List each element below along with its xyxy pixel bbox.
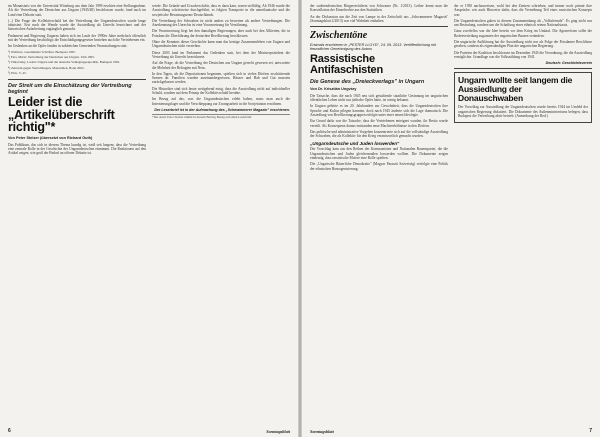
left-column-2 (152, 4, 290, 437)
article-subhead: „Ungarndeutsche und Juden loswerden" (310, 141, 400, 147)
footnote: ⁵) Ebd., S. 45. (8, 71, 27, 76)
article-paragraph: Die Parteien der Koalition beschlossen im Dezember 1945 die Verordnung, die die Aussiedlung ermöglichte. Grundlage war die Volkszählung von 1941. (454, 50, 592, 59)
article-headline: Leider ist die „Artikelüberschrift richtig"* (8, 95, 115, 135)
article-paragraph: Ein Grund dafür war die Tatsache, dass die Vertriebenen enteignet wurden, ihr Besitz wurde verteilt. Als Konsequenz daraus entstanden neue Machtverhältnisse in den Dörfern. (310, 119, 448, 128)
article-paragraph: der sudetendeutschen Bürgerrechtlerin von Schwaner (Nr. 1/2013). Leiber kennt man die Konstellation der Einzelrechte aus den Statistiken. (310, 4, 448, 13)
article-paragraph: Das Publikum, das sich in diesem Thema kundig ist, weiß seit langem, dass die Vertreibung eine zentrale Rolle in der Geschichte der Ungarndeutschen einnimmt. Die Reaktionen auf den Artikel zeigen, wie groß der Bedarf an offener Debatte ist. (8, 142, 146, 156)
article-paragraph: Das politische und administrative Vorgehen konzentrierte sich auf die vollständige Aussiedlung der Schwaben, die als Kollektiv für den Krieg verantwortlich gemacht wurden. (310, 129, 448, 139)
article-paragraph: An der Diskussion um die Zeit von Lampe in der Zeitschrift aus „Schwammerer Magazin" (Sonntagsblatt 2/2013) war viel Wahrheit enthalten. (310, 14, 448, 23)
article-paragraph: Ohne die Kenntnis dieser Geschichte kann man das heutige Zusammenleben von Ungarn und Ungarndeutschen nicht verstehen. (152, 40, 290, 49)
right-column-1 (310, 4, 448, 437)
article-signoff: Der Leserbrief ist in der Aufmachung des „Schwammerer Magazin" erschienen. (154, 107, 290, 112)
publication-logo: Sonntagsblatt (310, 429, 334, 434)
article-paragraph: (...) Die Frage der Kollektivschuld bei der Vertreibung der Ungarndeutschen wurde lange tabuisiert. Erst nach der Wende wurde die Aussiedlung als Unrecht bezeichnet und der historischen Aufarbeitung zugänglich gemacht. (8, 18, 146, 32)
article-subline: Die Genese des „Dreieckverlags" in Ungarn (310, 78, 425, 85)
article-paragraph: Ganz zweifellos war die Idee bereits vor dem Krieg im Umlauf. Die Agrarreform sollte die Bodenverteilung zugunsten der ungarischen Bauern verändern. (454, 29, 592, 38)
article-paragraph: Der Vorschlag kam aus den Reihen der Kommunisten und Nationalen Bauernpartei, die die Ungarndeutschen und Juden gleichermaßen loswerden wollten. Die Dokumente zeigen eindeutig, dass rassistische Motive eine Rolle spielten. (310, 147, 448, 161)
article-paragraph: Auf die Frage, ob die Vertreibung der Deutschen aus Ungarn gerecht gewesen sei, antwortete die Mehrheit der Befragten mit Nein. (152, 61, 290, 70)
footnote: ⁴) Zentrum gegen Vertreibungen, Materialien, Bonn 2002. (8, 65, 85, 70)
article-paragraph: Die Tatsache, dass die nach 1945 neu sich gestaltende staatliche Gesinnung im ungarischen öffentlichen Leben nicht nur jüdische Opfer hatte, ist wenig bekannt. (310, 93, 448, 103)
footnote: ²) Fata, Márta: Vertreibung der Deutschen aus Ungarn. Ulm 1995. (8, 55, 95, 60)
divider (310, 26, 448, 27)
right-page (302, 0, 600, 437)
article-paragraph: Die „Ungarische Bäuerliche Demokratie" (Magyar Paraszti Szövetség) verfolgte eine Politik der ethnischen Homogenisierung. (310, 162, 448, 171)
article-signoff: Deutsch: Geschichtsverein (545, 61, 592, 66)
section-kicker: Der Streit um die Einschätzung der Vertreibung beginnt (8, 83, 132, 96)
article-paragraph: Die Historiker sind sich heute weitgehend einig, dass die Aussiedlung nicht auf individueller Schuld, sondern auf dem Prinzip der Kollektivschuld beruhte. (152, 86, 290, 96)
footnote: *Der Autor Peter Stelzer nimmt in diesem Beitrag Bezug auf einen Leserbrief. (152, 114, 290, 120)
article-paragraph: Im Gedenken an die Opfer fanden in zahlreichen Gemeinden Veranstaltungen statt. (8, 44, 128, 49)
article-byline: Von Dr. Krisztián Ungváry (310, 86, 357, 91)
article-paragraph: Diese 2003 fand im Parlament das Gedenken statt, bei dem der Ministerpräsident die Vertreibung als Unrecht bezeichnete. (152, 50, 290, 59)
article-paragraph: In Ungarn gehörte es im 20. Jahrhundert zur Gewohnheit, dass die Ungarndeutschen ihre Sprache und Kultur pflegen konnten, doch nach 1945 änderte sich die Lage dramatisch. Die Ansiedlung von Bevölkerungsgruppen erfolgte unter einer neuen Ideologie. (310, 104, 448, 117)
left-page (0, 0, 298, 437)
article-paragraph: im Monatsinfo von der Universität Würzburg aus dem Jahr 1999 erschien eine Stellungnahme. Als die Vertreibung der Deutschen aus Ungarn (1945/48) beschlossen wurde, fand auch im Land eine Debatte statt. (8, 4, 146, 17)
article-paragraph: Im Bezug auf das, was die Ungarndeutschen erlebt haben, muss man auch die Internierungslager und die Verschleppung zur Zwangsarbeit in die Sowjetunion erwähnen. (152, 97, 290, 106)
article-paragraph: Die Ungarndeutschen galten in diesem Zusammenhang als „Volksfremde". Es ging nicht nur um Bestrafung, sondern um die Schaffung eines ethnisch reinen Nationalstaats. (454, 18, 592, 28)
divider (454, 68, 592, 69)
article-deck: Erstmals erschienen in „PESTER LLOYD", 24. 09. 2013. Veröffentlichung mit freundlicher Genehmigung des Autors (310, 43, 436, 52)
right-column-2 (454, 4, 592, 437)
article-byline: Von Peter Stelzer (übersetzt von Richard Guth) (8, 135, 93, 140)
page-number: 6 (8, 428, 11, 434)
article-paragraph: der er 1930 nachzuweisen, wohl bei den Zentren schrieben, und immer noch primär ihre Ansprüche, wie auch Hinweise dafür, dass die Vertreibung Teil eines rassistischen Konzepts war. (454, 4, 592, 17)
publication-logo: Sonntagsblatt (266, 429, 290, 434)
page-number: 7 (589, 428, 592, 434)
section-label: Zwischentöne (310, 30, 368, 42)
footnote: ¹) Weltbote. Gesammelte Schriften. Budapest 1997. (8, 49, 76, 54)
article-paragraph: In den Tagen, als die Deportationen begannen, spielten sich in vielen Dörfern erschütternde Szenen ab. Familien wurden auseinandergerissen, Häuser und Hab und Gut mussten zurückgelassen werden. (152, 71, 290, 85)
divider (8, 79, 146, 80)
box-headline: Ungarn wollte seit langem die Aussiedlung der Donauschwaben (458, 75, 573, 104)
article-paragraph: Die ungarische Aufklärung hat die Aussiedlung nicht nur als Folge der Potsdamer Beschlüsse gesehen, sondern als eigenständigen Plan der ungarischen Regierung. (454, 40, 592, 49)
footnote: ³) Tilkovszky, Loránt: Ungarn und die deutsche Volksgruppenpolitik. Budapest 1981. (8, 60, 121, 65)
article-paragraph: Parlament und Regierung Ungarns haben sich im Laufe der 1990er Jahre mehrfach öffentlich mit der Vertreibung beschäftigt; die Entschädigungsgesetze beziehen auch die Vertriebenen ein. (8, 33, 146, 43)
article-headline: Rassistische Antifaschisten (310, 52, 383, 77)
article-paragraph: werde. Die Gründe und Ursachen dafür, dass es dazu kam, waren vielfältig. Ab 1946 wurde die Aussiedlung schrittweise durchgeführt, es folgten Transporte in die amerikanische und die sowjetische Besatzungszone Deutschlands. (152, 4, 290, 17)
info-box (454, 72, 592, 123)
article-paragraph: Die Vertreibung der Schwaben ist nicht anders zu bewerten als andere Vertreibungen. Die Anerkennung des Unrechts ist eine Voraussetzung für Versöhnung. (152, 18, 290, 28)
article-paragraph: Die Verantwortung liegt bei den damaligen Regierungen, aber auch bei den Alliierten, die in Potsdam die Überführung der deutschen Bevölkerung beschlossen. (152, 29, 290, 38)
left-column-1 (8, 4, 146, 437)
box-paragraph: Der Vorschlag zur Aussiedlung der Ungarndeutschen wurde bereits 1944 im Umfeld der ungarischen Regierung diskutiert. Die Dokumente des Außenministeriums belegen, dass Budapest die Vertreibung aktiv betrieb. (Anmerkung der Red.) (458, 105, 588, 118)
